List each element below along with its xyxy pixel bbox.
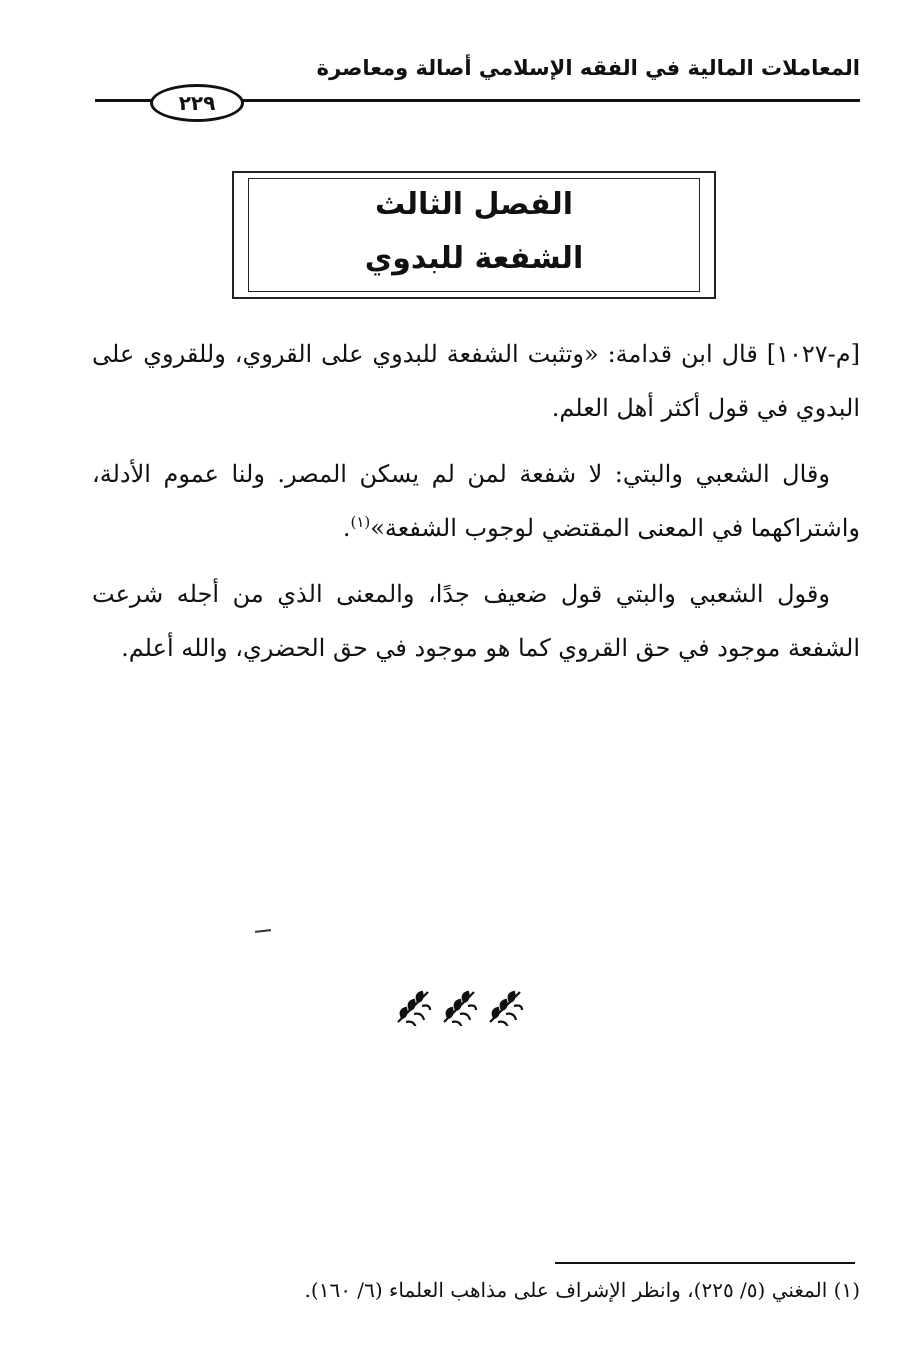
floral-ornament-icon [394, 988, 432, 1026]
paragraph-3: وقول الشعبي والبتي قول ضعيف جدًا، والمعنى الذي من أجله شرعت الشفعة موجود في حق القروي كما هو موجود في حق الحضري، والله أعلم. [92, 580, 860, 662]
footnote-reference: (١) [350, 513, 371, 531]
chapter-title: الفصل الثالث [374, 187, 573, 222]
section-end-ornament [394, 988, 524, 1028]
page-number: ٢٢٩ [150, 84, 244, 122]
paragraph-2-end: . [342, 514, 351, 542]
chapter-subtitle: الشفعة للبدوي [364, 241, 584, 276]
footnote: (١) المغني (٥/ ٢٢٥)، وانظر الإشراف على مذاهب العلماء (٦/ ١٦٠). [304, 1278, 860, 1302]
chapter-heading-box [232, 171, 716, 299]
paragraph-1: [م-١٠٢٧] قال ابن قدامة: «وتثبت الشفعة للبدوي على القروي، وللقروي على البدوي في قول أكثر أهل العلم. [92, 340, 860, 422]
floral-ornament-icon [440, 988, 478, 1026]
paragraph-2 [92, 447, 860, 555]
floral-ornament-icon [486, 988, 524, 1026]
body-text [92, 327, 860, 687]
paragraph-2-text: وقال الشعبي والبتي: لا شفعة لمن لم يسكن المصر. ولنا عموم الأدلة، واشتراكهما في المعنى المقتضي لوجوب الشفعة» [92, 460, 860, 542]
running-header-title: المعاملات المالية في الفقه الإسلامي أصالة ومعاصرة [316, 56, 860, 80]
footnote-rule [555, 1262, 855, 1264]
stray-ink-mark [255, 929, 271, 933]
